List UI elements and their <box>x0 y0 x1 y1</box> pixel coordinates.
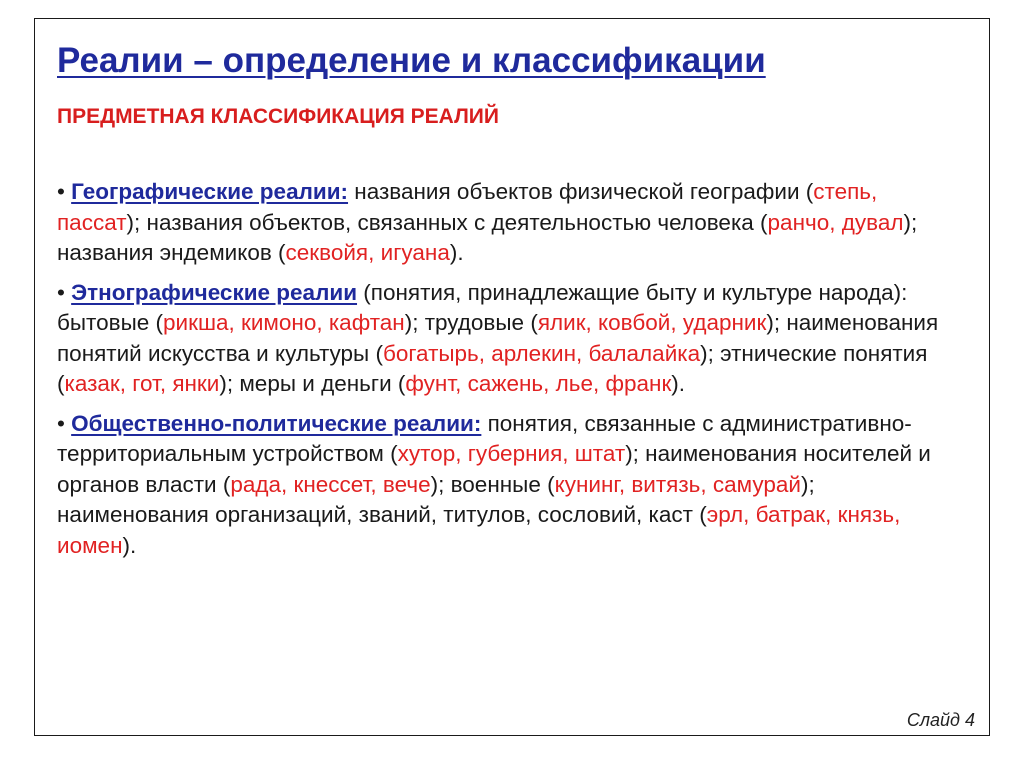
text-segment: ); наименования организаций, званий, титулов, сословий, каст ( <box>57 471 815 527</box>
text-segment: ). <box>122 532 137 558</box>
text-segment: ); меры и деньги ( <box>219 371 406 396</box>
example-terms: рада, кнессет, вече <box>230 471 431 497</box>
text-segment: ); наименования носителей и органов власти ( <box>57 441 931 497</box>
text-segment: ); названия объектов, связанных с деятельностью человека ( <box>126 209 768 235</box>
text-segment: ); этнические понятия ( <box>57 340 928 396</box>
example-terms: хутор, губерния, штат <box>397 441 626 466</box>
text-segment: ); трудовые ( <box>404 310 538 335</box>
slide-title: Реалии – определение и классификации <box>57 41 766 80</box>
text-segment: ); названия эндемиков ( <box>57 209 918 265</box>
slide-subtitle: ПРЕДМЕТНАЯ КЛАССИФИКАЦИЯ РЕАЛИЙ <box>57 105 499 128</box>
text-segment: ). <box>671 371 686 396</box>
text-segment: понятия, связанные с административно-территориальным устройством ( <box>57 410 912 466</box>
example-terms: ялик, ковбой, ударник <box>537 310 767 335</box>
example-terms: казак, гот, янки <box>64 371 220 396</box>
example-terms: секвойя, игуана <box>285 240 450 265</box>
example-terms: фунт, сажень, лье, франк <box>405 371 672 396</box>
slide-number-label: Слайд 4 <box>906 710 975 730</box>
example-terms: рикша, кимоно, кафтан <box>163 310 405 335</box>
bullet-marker: • <box>57 410 72 436</box>
example-terms: степь, пассат <box>57 179 878 235</box>
slide-frame <box>34 18 990 736</box>
text-segment: ); наименования понятий искусства и культуры ( <box>57 310 939 366</box>
bullet-sociopolitical <box>57 409 962 562</box>
text-segment: ). <box>449 240 464 265</box>
example-terms: эрл, батрак, князь, иомен <box>57 502 901 558</box>
example-terms: богатырь, арлекин, балалайка <box>382 340 701 366</box>
bullet-heading: Общественно-политические реалии: <box>71 410 482 436</box>
bullet-marker: • <box>57 279 72 305</box>
bullet-heading: Этнографические реалии <box>71 279 358 305</box>
bullet-marker: • <box>57 179 72 204</box>
text-segment: (понятия, принадлежащие быту и культуре народа): бытовые ( <box>57 279 908 335</box>
text-segment: названия объектов физической географии ( <box>348 179 814 204</box>
example-terms: ранчо, дувал <box>767 209 904 235</box>
example-terms: кунинг, витязь, самурай <box>554 471 801 497</box>
bullet-list <box>57 177 962 570</box>
bullet-heading: Географические реалии: <box>71 179 349 204</box>
bullet-geographic <box>57 177 962 269</box>
bullet-ethnographic <box>57 278 962 400</box>
text-segment: ); военные ( <box>430 471 555 497</box>
